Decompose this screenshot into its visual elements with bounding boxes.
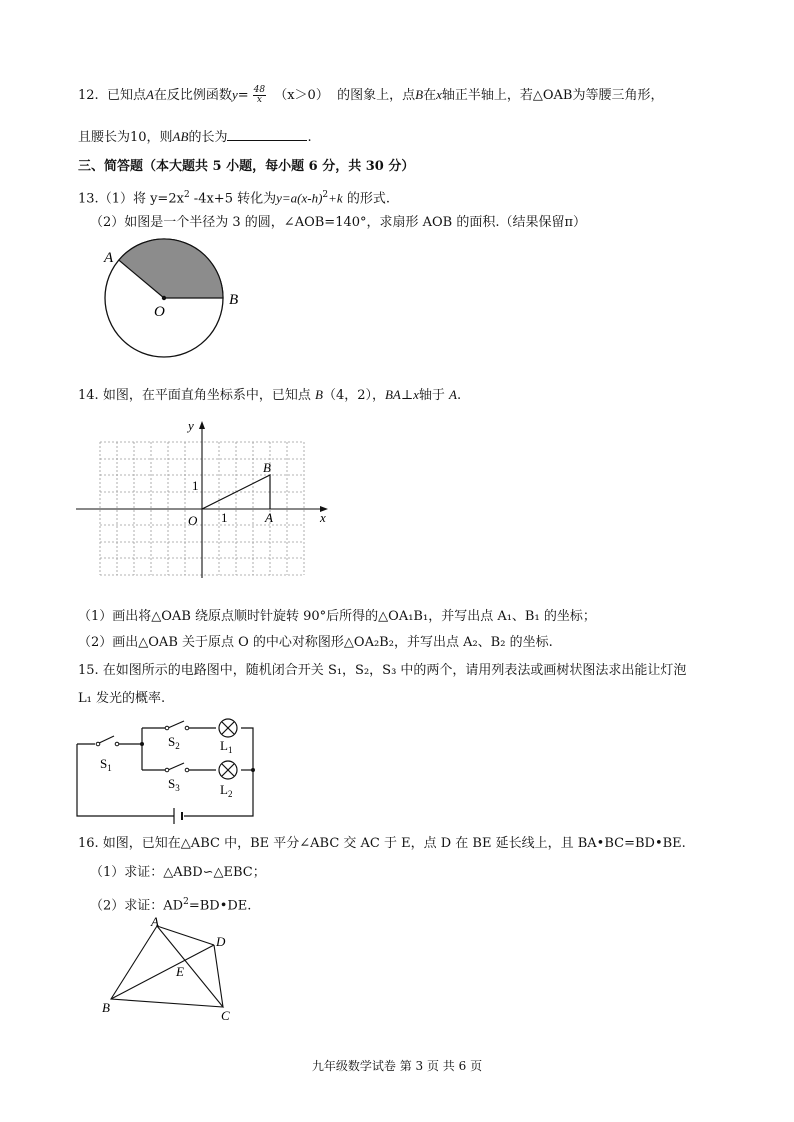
q13-part2: （2）如图是一个半径为 3 的圆，∠AOB=140°，求扇形 AOB 的面积.（结果保留π） — [90, 215, 587, 230]
q16-part2: （2）求证：$AD^2=BD•DE$. — [90, 897, 252, 914]
q15-line2: L₁ 发光的概率. — [78, 691, 166, 706]
q14-part2: （2）画出△OAB 关于原点 O 的中心对称图形△OA₂B₂，并写出点 A₂、B₂ 的坐标. — [78, 635, 553, 650]
answer-blank — [227, 128, 307, 141]
svg-text:B: B — [102, 1000, 110, 1015]
svg-text:S1: $S_1$ — [100, 756, 112, 773]
label-1-x: 1 — [221, 510, 228, 525]
q16-stem: 16. 如图，已知在△ABC 中，BE 平分∠ABC 交 AC 于 E，点 D 在 BE 延长线上，且 BA•BC=BD•BE. — [78, 836, 686, 851]
svg-text:S3: $S_3$ — [168, 776, 180, 793]
q12-line1: 12. 已知点A在反比例函数y= $\frac{48}{x}$ （x＞0） 的图象上，点B在x轴正半轴上，若△OAB为等腰三角形， — [78, 85, 664, 105]
circuit-figure — [70, 716, 270, 826]
fraction-48-over-x: $\frac{48}{x}$ — [253, 85, 266, 105]
svg-text:E: E — [176, 964, 184, 979]
svg-text:C: C — [221, 1008, 230, 1023]
q13-part1: 13.（1）将 $y=2x^2$ -4x+5 转化为$y=a(x-h)^2+k$ 的形式. — [78, 190, 390, 207]
label-x: x — [320, 510, 326, 525]
svg-text:A: A — [151, 914, 159, 929]
section-3-title: 三、简答题（本大题共 5 小题，每小题 6 分，共 30 分） — [78, 159, 415, 174]
lamp-L2-icon — [219, 761, 237, 779]
label-A: A — [104, 250, 114, 266]
lamp-L1-icon — [219, 719, 237, 737]
q14-part1: （1）画出将△OAB 绕原点顺时针旋转 90°后所得的△OA₁B₁，并写出点 A₁、B₁ 的坐标； — [78, 609, 596, 624]
svg-text:D: D — [216, 934, 226, 949]
label-1-y: 1 — [192, 478, 199, 493]
label-B: B — [263, 460, 271, 475]
q15-line1: 15. 在如图所示的电路图中，随机闭合开关 S₁，S₂，S₃ 中的两个，请用列表法或画树状图法求出能让灯泡 — [78, 663, 687, 678]
svg-text:S2: $S_2$ — [168, 734, 180, 751]
svg-text:L2: $L_2$ — [220, 782, 233, 799]
sector-figure — [96, 240, 239, 365]
triangle-figure — [98, 916, 238, 1026]
svg-text:L1: $L_1$ — [220, 738, 233, 755]
coordinate-grid-figure — [70, 418, 340, 583]
page-footer: 九年级数学试卷 第 3 页 共 6 页 — [311, 1059, 483, 1073]
label-y: y — [188, 418, 194, 433]
label-O: O — [188, 513, 198, 528]
label-A: A — [265, 510, 273, 525]
q14-stem: 14. 如图，在平面直角坐标系中，已知点 B（4，2），BA⊥x轴于 A. — [78, 387, 462, 403]
q16-part1: （1）求证：△ABD∽△EBC； — [90, 865, 266, 880]
label-O: O — [154, 304, 165, 320]
q12-line2: 且腰长为10，则AB的长为 . — [78, 129, 312, 145]
label-B: B — [229, 292, 239, 308]
